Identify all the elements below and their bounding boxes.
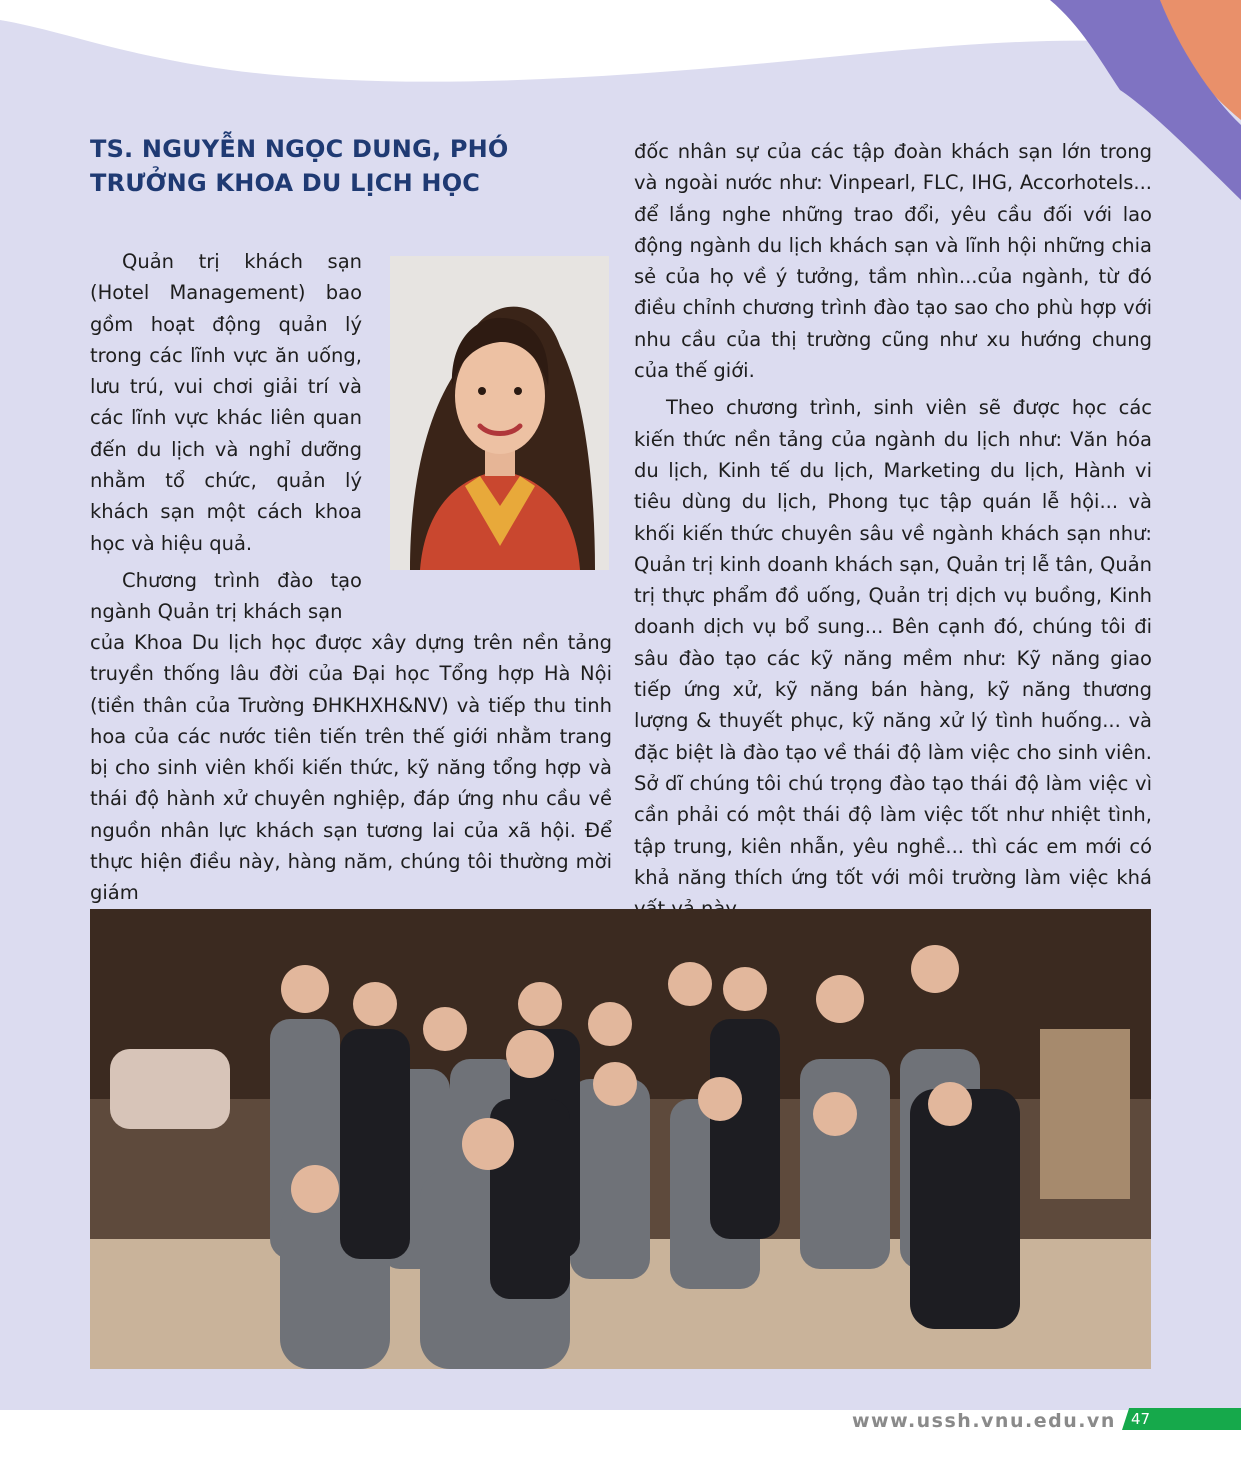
- footer-website-url: www.ussh.vnu.edu.vn: [852, 1410, 1116, 1432]
- group-photo-illustration: [90, 909, 1151, 1369]
- left-column-bottom: [90, 627, 612, 909]
- article-title: TS. NGUYỄN NGỌC DUNG, PHÓ TRƯỞNG KHOA DU LỊCH HỌC: [90, 135, 509, 197]
- paragraph-intro: Quản trị khách sạn (Hotel Management) bao gồm hoạt động quản lý trong các lĩnh vực ăn uống, lưu trú, vui chơi giải trí và các lĩnh vực khác liên quan đến du lịch và nghỉ dưỡng nhằm tổ chức, quản lý khách sạn một cách khoa học và hiệu quả.: [90, 250, 362, 555]
- paragraph-program-start: Chương trình đào tạo ngành Quản trị khách sạn: [90, 568, 362, 624]
- right-column: [634, 136, 1152, 924]
- page-number: 47: [1131, 1410, 1151, 1428]
- paragraph-program-continued: của Khoa Du lịch học được xây dựng trên nền tảng truyền thống lâu đời của Đại học Tổng hợp Hà Nội (tiền thân của Trường ĐHKHXH&NV) và tiếp thu tinh hoa của các nước tiên tiến trên thế giới nhằm trang bị cho sinh viên khối kiến thức, kỹ năng tổng hợp và thái độ hành xử chuyên nghiệp, đáp ứng nhu cầu về nguồn nhân lực khách sạn tương lai của xã hội. Để thực hiện điều này, hàng năm, chúng tôi thường mời giám: [90, 631, 612, 905]
- group-photo: [90, 909, 1151, 1369]
- left-column-top: [90, 246, 362, 628]
- portrait-illustration: [390, 256, 609, 570]
- paragraph-program-right: đốc nhân sự của các tập đoàn khách sạn lớn trong và ngoài nước như: Vinpearl, FLC, IHG, Accorhotels... để lắng nghe những trao đổi, yêu cầu đối với lao động ngành du lịch khách sạn và lĩnh hội những chia sẻ của họ về ý tưởng, tầm nhìn...của ngành, từ đó điều chỉnh chương trình đào tạo sao cho phù hợp với nhu cầu của thị trường cũng như xu hướng chung của thế giới.: [634, 140, 1152, 383]
- paragraph-curriculum: Theo chương trình, sinh viên sẽ được học các kiến thức nền tảng của ngành du lịch như: Văn hóa du lịch, Kinh tế du lịch, Marketing du lịch, Hành vi tiêu dùng du lịch, Phong tục tập quán lễ hội... và khối kiến thức chuyên sâu về ngành khách sạn như: Quản trị kinh doanh khách sạn, Quản trị lễ tân, Quản trị thực phẩm đồ uống, Quản trị dịch vụ buồng, Kinh doanh dịch vụ bổ sung... Bên cạnh đó, chúng tôi đi sâu đào tạo các kỹ năng mềm như: Kỹ năng giao tiếp ứng xử, kỹ năng bán hàng, kỹ năng thương lượng & thuyết phục, kỹ năng xử lý tình huống... và đặc biệt là đào tạo về thái độ làm việc cho sinh viên. Sở dĩ chúng tôi chú trọng đào tạo thái độ làm việc vì cần phải có một thái độ làm việc tốt như nhiệt tình, tập trung, kiên nhẫn, yêu nghề... thì các em mới có khả năng thích ứng tốt với môi trường làm việc khá: [634, 396, 1152, 889]
- portrait-photo: [390, 256, 609, 570]
